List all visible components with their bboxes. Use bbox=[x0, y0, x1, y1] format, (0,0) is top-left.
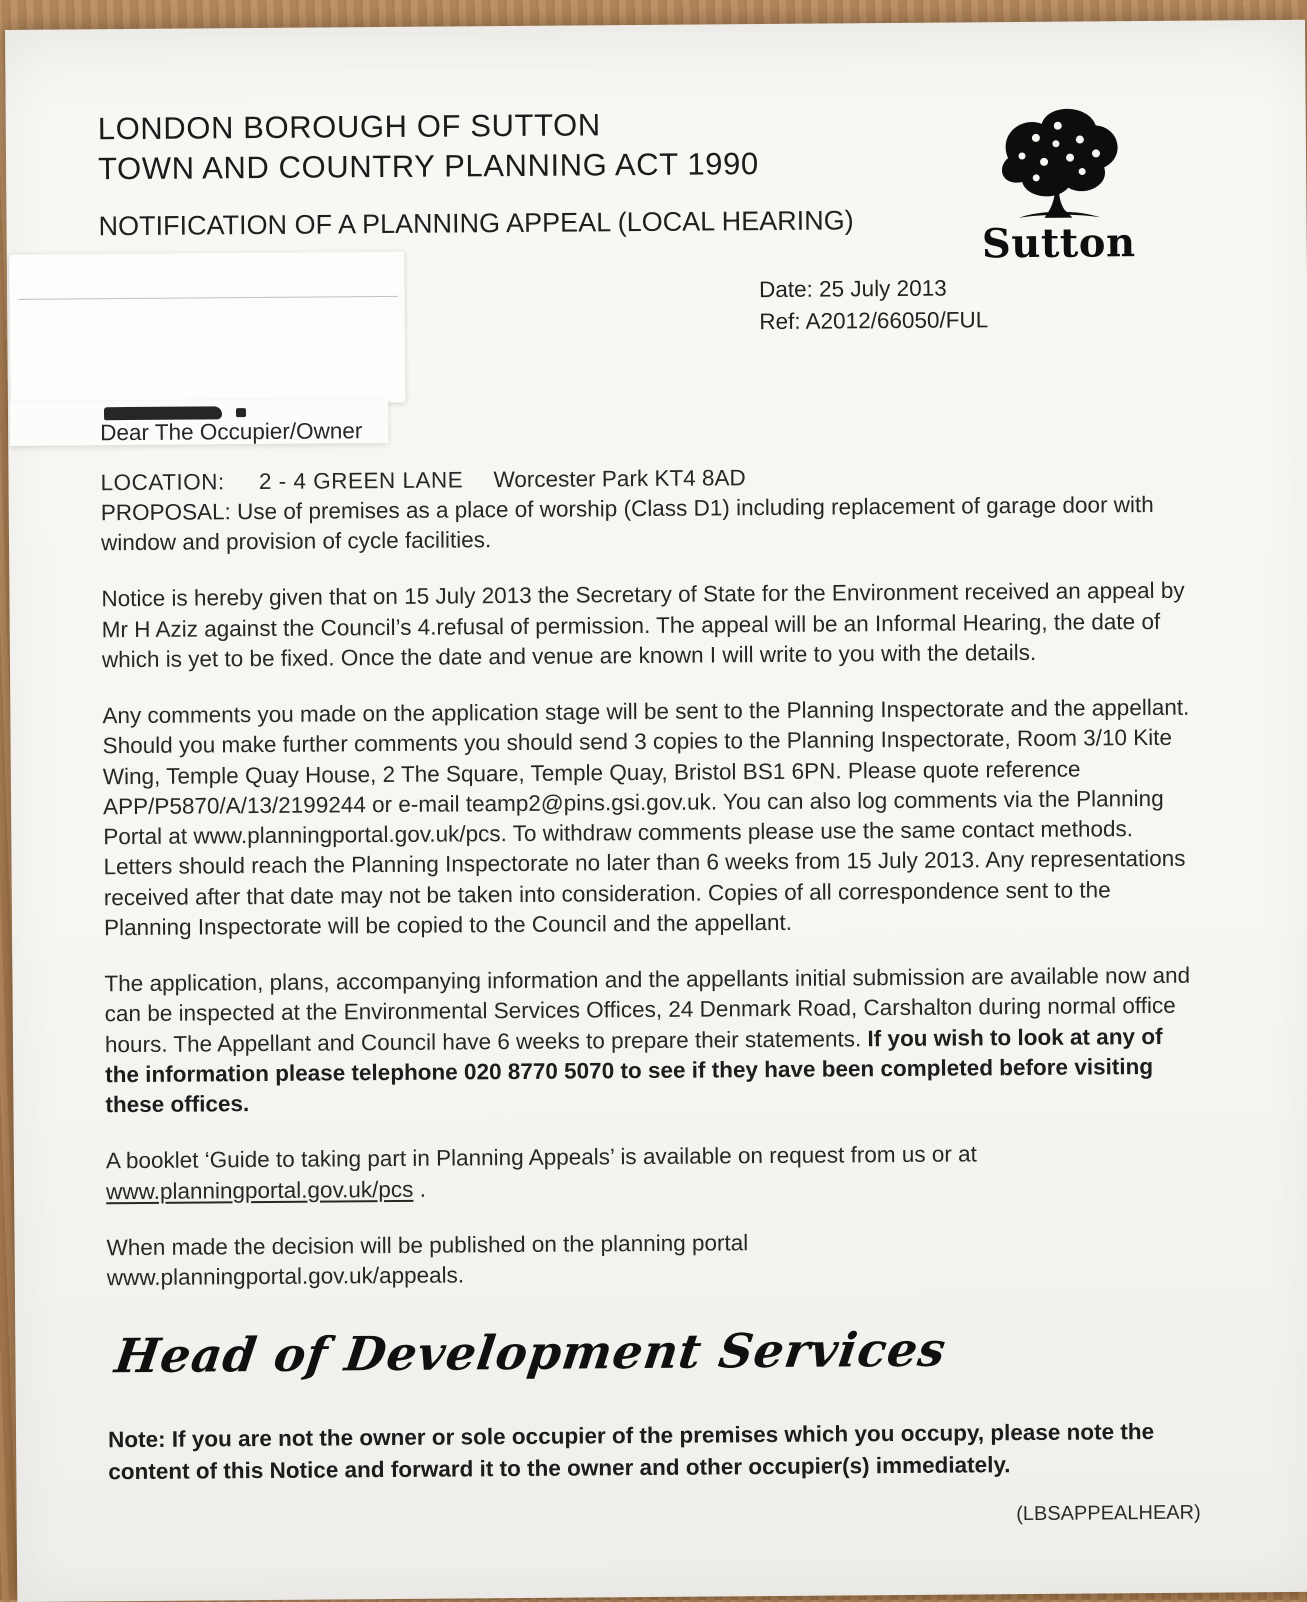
proposal-line bbox=[101, 490, 1191, 559]
paragraph-comments: Any comments you made on the application stage will be sent to the Planning Inspectorate and the appellant. Should you make further comments you should send 3 copies to the Planning Inspectorate, Room 3/10 Kite Wing, Temple Quay House, 2 The Square, Temple Quay, Bristol BS1 6PN. Please quote reference APP/P5870/A/13/2199244 or e-mail teamp2@pins.gsi.gov.uk. You can also log comments via the Planning Portal at www.planningportal.gov.uk/pcs. To withdraw comments please use the same contact methods. Letters should reach the Planning Inspectorate no later than 6 weeks from 15 July 2013. Any representations received after that date may not be taken into consideration. Copies of all correspondence sent to the Planning Inspectorate will be copied to the Council and the appellant. bbox=[102, 694, 1190, 941]
booklet-period: . bbox=[419, 1176, 427, 1202]
note-label: Note: bbox=[107, 1427, 166, 1453]
location-label: LOCATION: bbox=[100, 469, 225, 496]
logo-wordmark: Sutton bbox=[981, 219, 1136, 268]
scanned-letter-page bbox=[5, 20, 1307, 1602]
act-title: TOWN AND COUNTRY PLANNING ACT 1990 bbox=[97, 145, 759, 186]
paragraph-appeal-notice: Notice is hereby given that on 15 July 2013 the Secretary of State for the Environment received an appeal by Mr H Aziz against the Council’s 4.refusal of permission. The appeal will be an Informal Hearing, the date of which is yet to be fixed. Once the date and venue are known I will write to you with the details. bbox=[101, 578, 1185, 673]
booklet-text: A booklet ‘Guide to taking part in Planning Appeals’ is available on request from us or at bbox=[105, 1141, 977, 1174]
footer-code: (LBSAPPEALHEAR) bbox=[1016, 1501, 1201, 1526]
inspection-bold-phone: If you wish to look at any of the information please telephone 020 8770 5070 to see if they have been completed before visiting these offices. bbox=[105, 1023, 1163, 1118]
date-line: Date: 25 July 2013 bbox=[758, 275, 947, 302]
salutation: Dear The Occupier/Owner bbox=[100, 418, 363, 446]
note-paragraph bbox=[108, 1416, 1200, 1488]
location-value: 2 - 4 GREEN LANE bbox=[258, 467, 464, 495]
paragraph-booklet bbox=[106, 1138, 1198, 1207]
paragraph-decision bbox=[106, 1225, 1198, 1294]
planning-portal-appeals-link: www.planningportal.gov.uk/appeals. bbox=[106, 1262, 465, 1291]
location-town: Worcester Park KT4 8AD bbox=[493, 465, 746, 493]
proposal-text: Use of premises as a place of worship (Class D1) including replacement of garage door with window and provision of cycle facilities. bbox=[100, 492, 1154, 556]
location-proposal-block bbox=[100, 460, 1191, 559]
note-text: If you are not the owner or sole occupier of the premises which you occupy, please note the content of this Notice and forward it to the owner and other occupier(s) immediately. bbox=[108, 1419, 1155, 1485]
paragraph-inspection bbox=[104, 961, 1197, 1121]
meta-block bbox=[759, 270, 1197, 339]
letter-subject: NOTIFICATION OF A PLANNING APPEAL (LOCAL HEARING) bbox=[98, 205, 854, 242]
decision-line1: When made the decision will be published on the planning portal bbox=[106, 1230, 749, 1261]
inspection-text: The application, plans, accompanying information and the appellants initial submission are available now and can be inspected at the Environmental Services Offices, 24 Denmark Road, Carshalton during normal office hours. The Appellant and Council have 6 weeks to prepare their statements. bbox=[104, 962, 1191, 1057]
planning-portal-pcs-link: www.planningportal.gov.uk/pcs bbox=[106, 1176, 414, 1204]
council-title: LONDON BOROUGH OF SUTTON bbox=[97, 107, 601, 147]
proposal-label: PROPOSAL: bbox=[100, 499, 231, 526]
letter-content bbox=[5, 20, 1307, 1534]
signature-script: Head of Development Services bbox=[111, 1323, 950, 1385]
ref-line: Ref: A2012/66050/FUL bbox=[759, 307, 989, 335]
